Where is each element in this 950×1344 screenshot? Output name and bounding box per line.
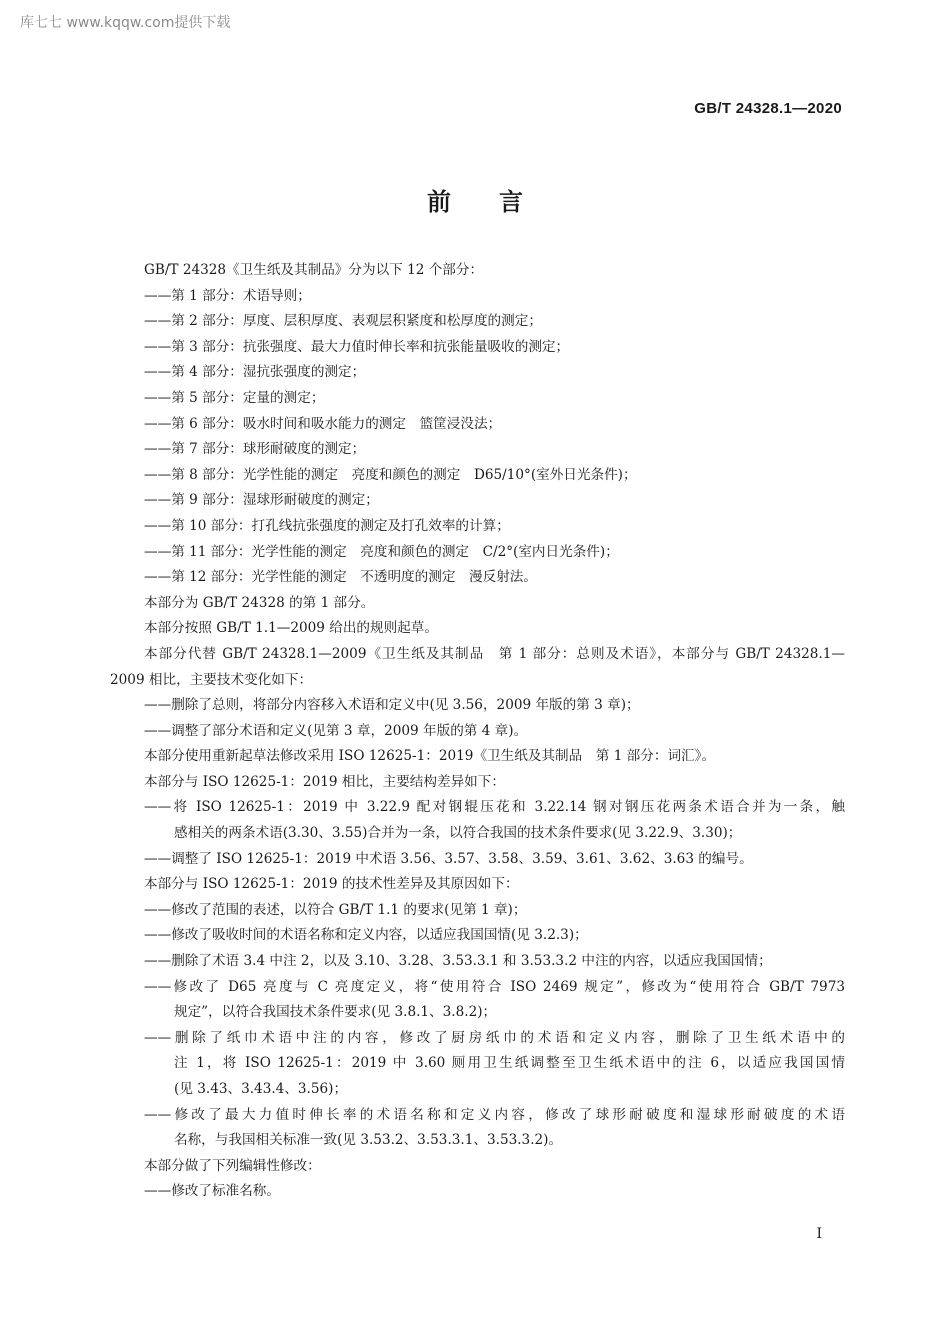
text-line: 名称，与我国相关标准一致(见 3.53.2、3.53.3.1、3.53.3.2)。 [174,1132,563,1149]
text-line: ——第 1 部分：术语导则； [144,287,311,304]
standard-number: GB/T 24328.1—2020 [694,100,842,117]
page-title: 前言 [427,188,571,216]
text-line: ——第 10 部分：打孔线抗张强度的测定及打孔效率的计算； [144,517,510,534]
text-line: 本部分做了下列编辑性修改： [144,1157,321,1174]
text-line: ——修改了标准名称。 [144,1183,280,1200]
text-line: ——将 ISO 12625-1：2019 中 3.22.9 配对钢辊压花和 3.22.14 钢对钢压花两条术语合并为一条，触 [144,799,845,816]
text-line: ——修改了最大力值时伸长率的术语名称和定义内容，修改了球形耐破度和湿球形耐破度的术语 [144,1106,845,1123]
watermark-text: 库七七 www.kqqw.com提供下载 [20,15,231,31]
text-line: 本部分按照 GB/T 1.1—2009 给出的规则起草。 [144,620,438,637]
text-line: ——修改了 D65 亮度与 C 亮度定义，将“使用符合 ISO 2469 规定”，修改为“使用符合 GB/T 7973 [144,978,845,995]
text-line: ——第 5 部分：定量的测定； [144,389,325,406]
page-number: I [816,1226,822,1242]
text-line: ——第 6 部分：吸水时间和吸水能力的测定 篮筐浸没法； [144,415,502,432]
text-line: ——第 4 部分：湿抗张强度的测定； [144,364,366,381]
text-line: ——调整了 ISO 12625-1：2019 中术语 3.56、3.57、3.58、3.59、3.61、3.62、3.63 的编号。 [144,850,753,867]
text-line: ——修改了范围的表述，以符合 GB/T 1.1 的要求(见第 1 章)； [144,901,527,918]
text-line: ——第 2 部分：厚度、层积厚度、表观层积紧度和松厚度的测定； [144,313,542,330]
text-line: ——删除了总则，将部分内容移入术语和定义中(见 3.56，2009 年版的第 3 章)； [144,697,640,714]
text-line: 本部分使用重新起草法修改采用 ISO 12625-1：2019《卫生纸及其制品 第 1 部分：词汇》。 [144,748,716,765]
text-line: ——第 11 部分：光学性能的测定 亮度和颜色的测定 C/2°(室内日光条件)； [144,543,619,560]
text-line: 本部分为 GB/T 24328 的第 1 部分。 [144,594,375,611]
text-line: ——删除了术语 3.4 中注 2，以及 3.10、3.28、3.53.3.1 和 3.53.3.2 中注的内容，以适应我国国情； [144,953,772,970]
text-line: 本部分与 ISO 12625-1：2019 的技术性差异及其原因如下： [144,876,519,893]
text-line: ——修改了吸收时间的术语名称和定义内容，以适应我国国情(见 3.2.3)； [144,927,588,944]
text-line: 2009 相比，主要技术变化如下： [110,671,313,688]
text-line: 规定”，以符合我国技术条件要求(见 3.8.1、3.8.2)； [174,1004,497,1021]
text-line: 感相关的两条术语(3.30、3.55)合并为一条，以符合我国的技术条件要求(见 3.22.9、3.30)； [174,825,742,842]
text-line: ——第 3 部分：抗张强度、最大力值时伸长率和抗张能量吸收的测定； [144,338,570,355]
text-line: 本部分代替 GB/T 24328.1—2009《卫生纸及其制品 第 1 部分：总则及术语》，本部分与 GB/T 24328.1— [144,645,845,662]
text-line: ——第 8 部分：光学性能的测定 亮度和颜色的测定 D65/10°(室外日光条件)； [144,466,637,483]
text-line: 本部分与 ISO 12625-1：2019 相比，主要结构差异如下： [144,773,505,790]
text-line: ——调整了部分术语和定义(见第 3 章，2009 年版的第 4 章)。 [144,722,528,739]
text-line: GB/T 24328《卫生纸及其制品》分为以下 12 个部分： [144,262,484,278]
text-line: ——第 7 部分：球形耐破度的测定； [144,441,366,458]
text-line: (见 3.43、3.43.4、3.56)； [174,1081,348,1097]
text-line: ——第 12 部分：光学性能的测定 不透明度的测定 漫反射法。 [144,569,537,586]
text-line: ——删除了纸巾术语中注的内容，修改了厨房纸巾的术语和定义内容，删除了卫生纸术语中的 [144,1029,845,1046]
text-line: 注 1，将 ISO 12625-1：2019 中 3.60 厕用卫生纸调整至卫生纸术语中的注 6，以适应我国国情 [174,1055,845,1072]
text-line: ——第 9 部分：湿球形耐破度的测定； [144,492,379,509]
document-body [110,258,845,1205]
